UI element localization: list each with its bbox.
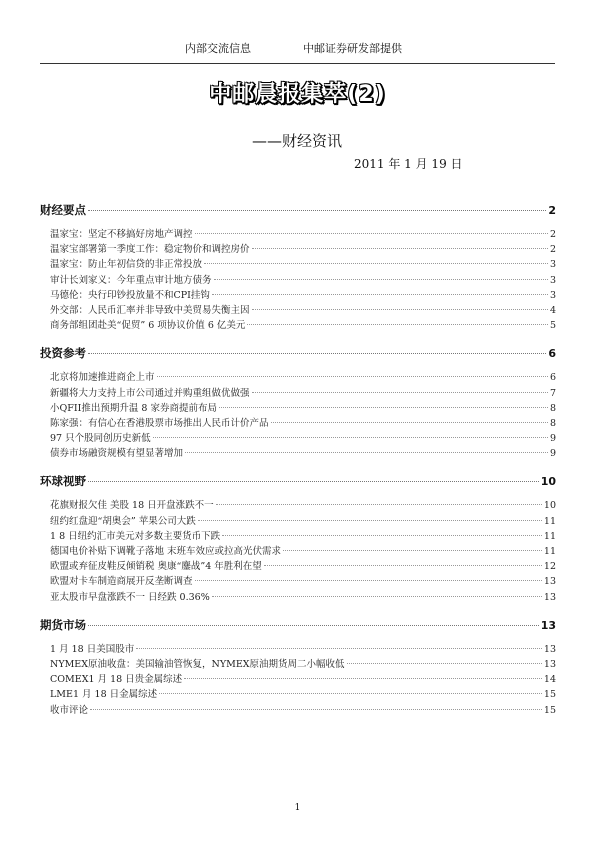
toc-section-page: 10 [540,475,556,489]
toc-item-link[interactable] [40,400,556,415]
toc-section-link[interactable] [40,202,556,219]
toc-item-title: COMEX1 月 18 日贵金属综述 [50,674,183,686]
toc-section-title: 财经要点 [40,203,86,217]
toc-item-page: 5 [549,320,556,332]
toc-item-page: 13 [543,643,556,655]
toc-item-page: 12 [543,561,556,573]
toc-leader [214,278,548,280]
toc-item-page: 3 [549,289,556,301]
toc-item-link[interactable] [40,671,556,686]
toc-item-title: 陈家强：有信心在香港股票市场推出人民币计价产品 [50,417,269,429]
toc-leader [347,662,542,664]
toc-item-title: 小QFII推出预期升温 8 家券商提前布局 [50,402,217,414]
toc-item-page: 15 [543,704,556,716]
toc-item-page: 14 [543,674,556,686]
toc-item-page: 13 [543,591,556,603]
toc-item-page: 4 [549,304,556,316]
toc-leader [88,480,539,482]
toc-item-page: 8 [549,402,556,414]
toc-item-link[interactable] [40,385,556,400]
toc-item-link[interactable] [40,256,556,271]
toc-leader [90,708,542,710]
toc-item-page: 9 [549,448,556,460]
toc-item-title: 收市评论 [50,704,89,716]
toc-item-title: 德国电价补贴下调靴子落地 末班车效应或拉高光伏需求 [50,546,282,557]
toc-item-title: 温家宝部署第一季度工作：稳定物价和调控房价 [50,244,250,256]
toc-item-title: 欧盟或弃征皮鞋反倾销税 奥康“鏖战”4 年胜利在望 [50,561,262,573]
toc-item-title: 花旗财报欠佳 美股 18 日开盘涨跌不一 [50,500,214,512]
toc-item-page: 8 [549,417,556,429]
toc-leader [198,519,542,521]
toc-leader [252,391,548,393]
toc-leader [264,564,542,566]
toc-item-link[interactable] [40,558,556,573]
toc-item-link[interactable] [40,513,556,528]
toc-item-page: 10 [543,500,556,512]
toc-item-page: 6 [549,372,556,384]
toc-section-title: 环球视野 [40,474,86,489]
toc-section-link[interactable] [40,617,556,634]
toc-item-link[interactable] [40,272,556,287]
toc-section-title: 期货市场 [40,617,86,632]
toc-item-page: 3 [549,274,556,286]
toc-item-title: 温家宝：防止年初信贷的非正常投放 [50,259,203,271]
header-divider [40,63,555,64]
toc-item-link[interactable] [40,226,556,241]
toc-section-link[interactable] [40,345,556,362]
toc-item-link[interactable] [40,656,556,671]
toc-item-page: 11 [543,546,556,557]
toc-item-title: 新疆将大力支持上市公司通过并购重组做优做强 [50,387,250,399]
page-header [0,41,595,57]
toc-item-page: 13 [543,576,556,588]
toc-item-link[interactable] [40,686,556,701]
page-number: 1 [294,803,301,813]
toc-leader [271,421,548,423]
toc-item-link[interactable] [40,241,556,256]
toc-leader [88,624,539,626]
toc-item-page: 3 [549,259,556,271]
toc-item-link[interactable] [40,702,556,717]
toc-item-title: 亚太股市早盘涨跌不一 日经跌 0.36% [50,591,210,603]
table-of-contents [40,202,556,717]
toc-leader [88,352,546,354]
toc-section-title: 投资参考 [40,346,86,361]
toc-item-link[interactable] [40,317,556,332]
toc-leader [195,232,548,234]
toc-leader [136,647,542,649]
toc-item-title: NYMEX原油收盘：美国输油管恢复，NYMEX原油期货周二小幅收低 [50,658,345,670]
toc-leader [157,375,548,377]
toc-item-link[interactable] [40,573,556,588]
toc-leader [212,595,542,597]
toc-item-page: 2 [549,229,556,240]
toc-leader [247,323,548,325]
toc-leader [153,436,548,438]
header-left-text: 内部交流信息 [185,42,251,55]
report-subtitle: ——财经资讯 [252,132,343,150]
toc-item-link[interactable] [40,641,556,656]
toc-leader [283,549,542,551]
toc-item-title: LME1 月 18 日金属综述 [50,689,158,701]
toc-item-title: 纽约红盘迎“胡奥会” 苹果公司大跌 [50,515,196,527]
toc-item-page: 11 [543,530,556,542]
toc-item-title: 马德伦：央行印钞投放量不和CPI挂钩 [50,289,210,301]
toc-item-title: 欧盟对卡车制造商展开反垄断调查 [50,576,193,588]
toc-item-title: 北京将加速推进商企上市 [50,372,155,384]
toc-section-page: 6 [548,347,556,361]
toc-item-title: 债券市场融资规模有望显著增加 [50,448,184,460]
toc-item-link[interactable] [40,369,556,384]
toc-item-link[interactable] [40,287,556,302]
toc-item-link[interactable] [40,497,556,512]
toc-item-title: 温家宝：坚定不移搞好房地产调控 [50,229,193,240]
toc-leader [252,247,548,249]
toc-leader [204,262,548,264]
toc-item-title: 1 月 18 日美国股市 [50,643,135,655]
header-right-text: 中邮证券研发部提供 [303,42,402,55]
toc-item-title: 审计长刘家义：今年重点审计地方债务 [50,274,212,286]
toc-item-title: 商务部组团赴美“促贸” 6 项协议价值 6 亿美元 [50,320,246,332]
toc-item-link[interactable] [40,430,556,445]
toc-section-page: 2 [548,204,556,217]
toc-item-page: 13 [543,658,556,670]
toc-leader [185,451,548,453]
toc-item-title: 97 只个股同创历史新低 [50,433,151,445]
toc-leader [159,692,542,694]
toc-item-link[interactable] [40,415,556,430]
toc-item-link[interactable] [40,543,556,558]
toc-leader [222,534,542,536]
toc-item-link[interactable] [40,445,556,460]
toc-item-page: 11 [543,515,556,527]
toc-item-page: 9 [549,433,556,445]
toc-item-link[interactable] [40,589,556,604]
toc-leader [88,209,546,211]
toc-leader [216,503,542,505]
toc-leader [212,293,548,295]
toc-leader [219,406,548,408]
toc-item-title: 外交部：人民币汇率并非导致中美贸易失衡主因 [50,304,250,316]
toc-item-title: 1 8 日纽约汇市美元对多数主要货币下跌 [50,530,221,542]
toc-section-link[interactable] [40,473,556,490]
toc-section-page: 13 [540,618,556,632]
report-date: 2011 年 1 月 19 日 [354,157,463,171]
report-title: 中邮晨报集萃(2) [209,82,386,107]
toc-leader [195,579,542,581]
toc-item-page: 2 [549,244,556,256]
toc-item-page: 7 [549,387,556,399]
toc-leader [184,677,542,679]
toc-leader [252,308,548,310]
toc-item-link[interactable] [40,528,556,543]
toc-item-page: 15 [543,689,556,701]
toc-item-link[interactable] [40,302,556,317]
